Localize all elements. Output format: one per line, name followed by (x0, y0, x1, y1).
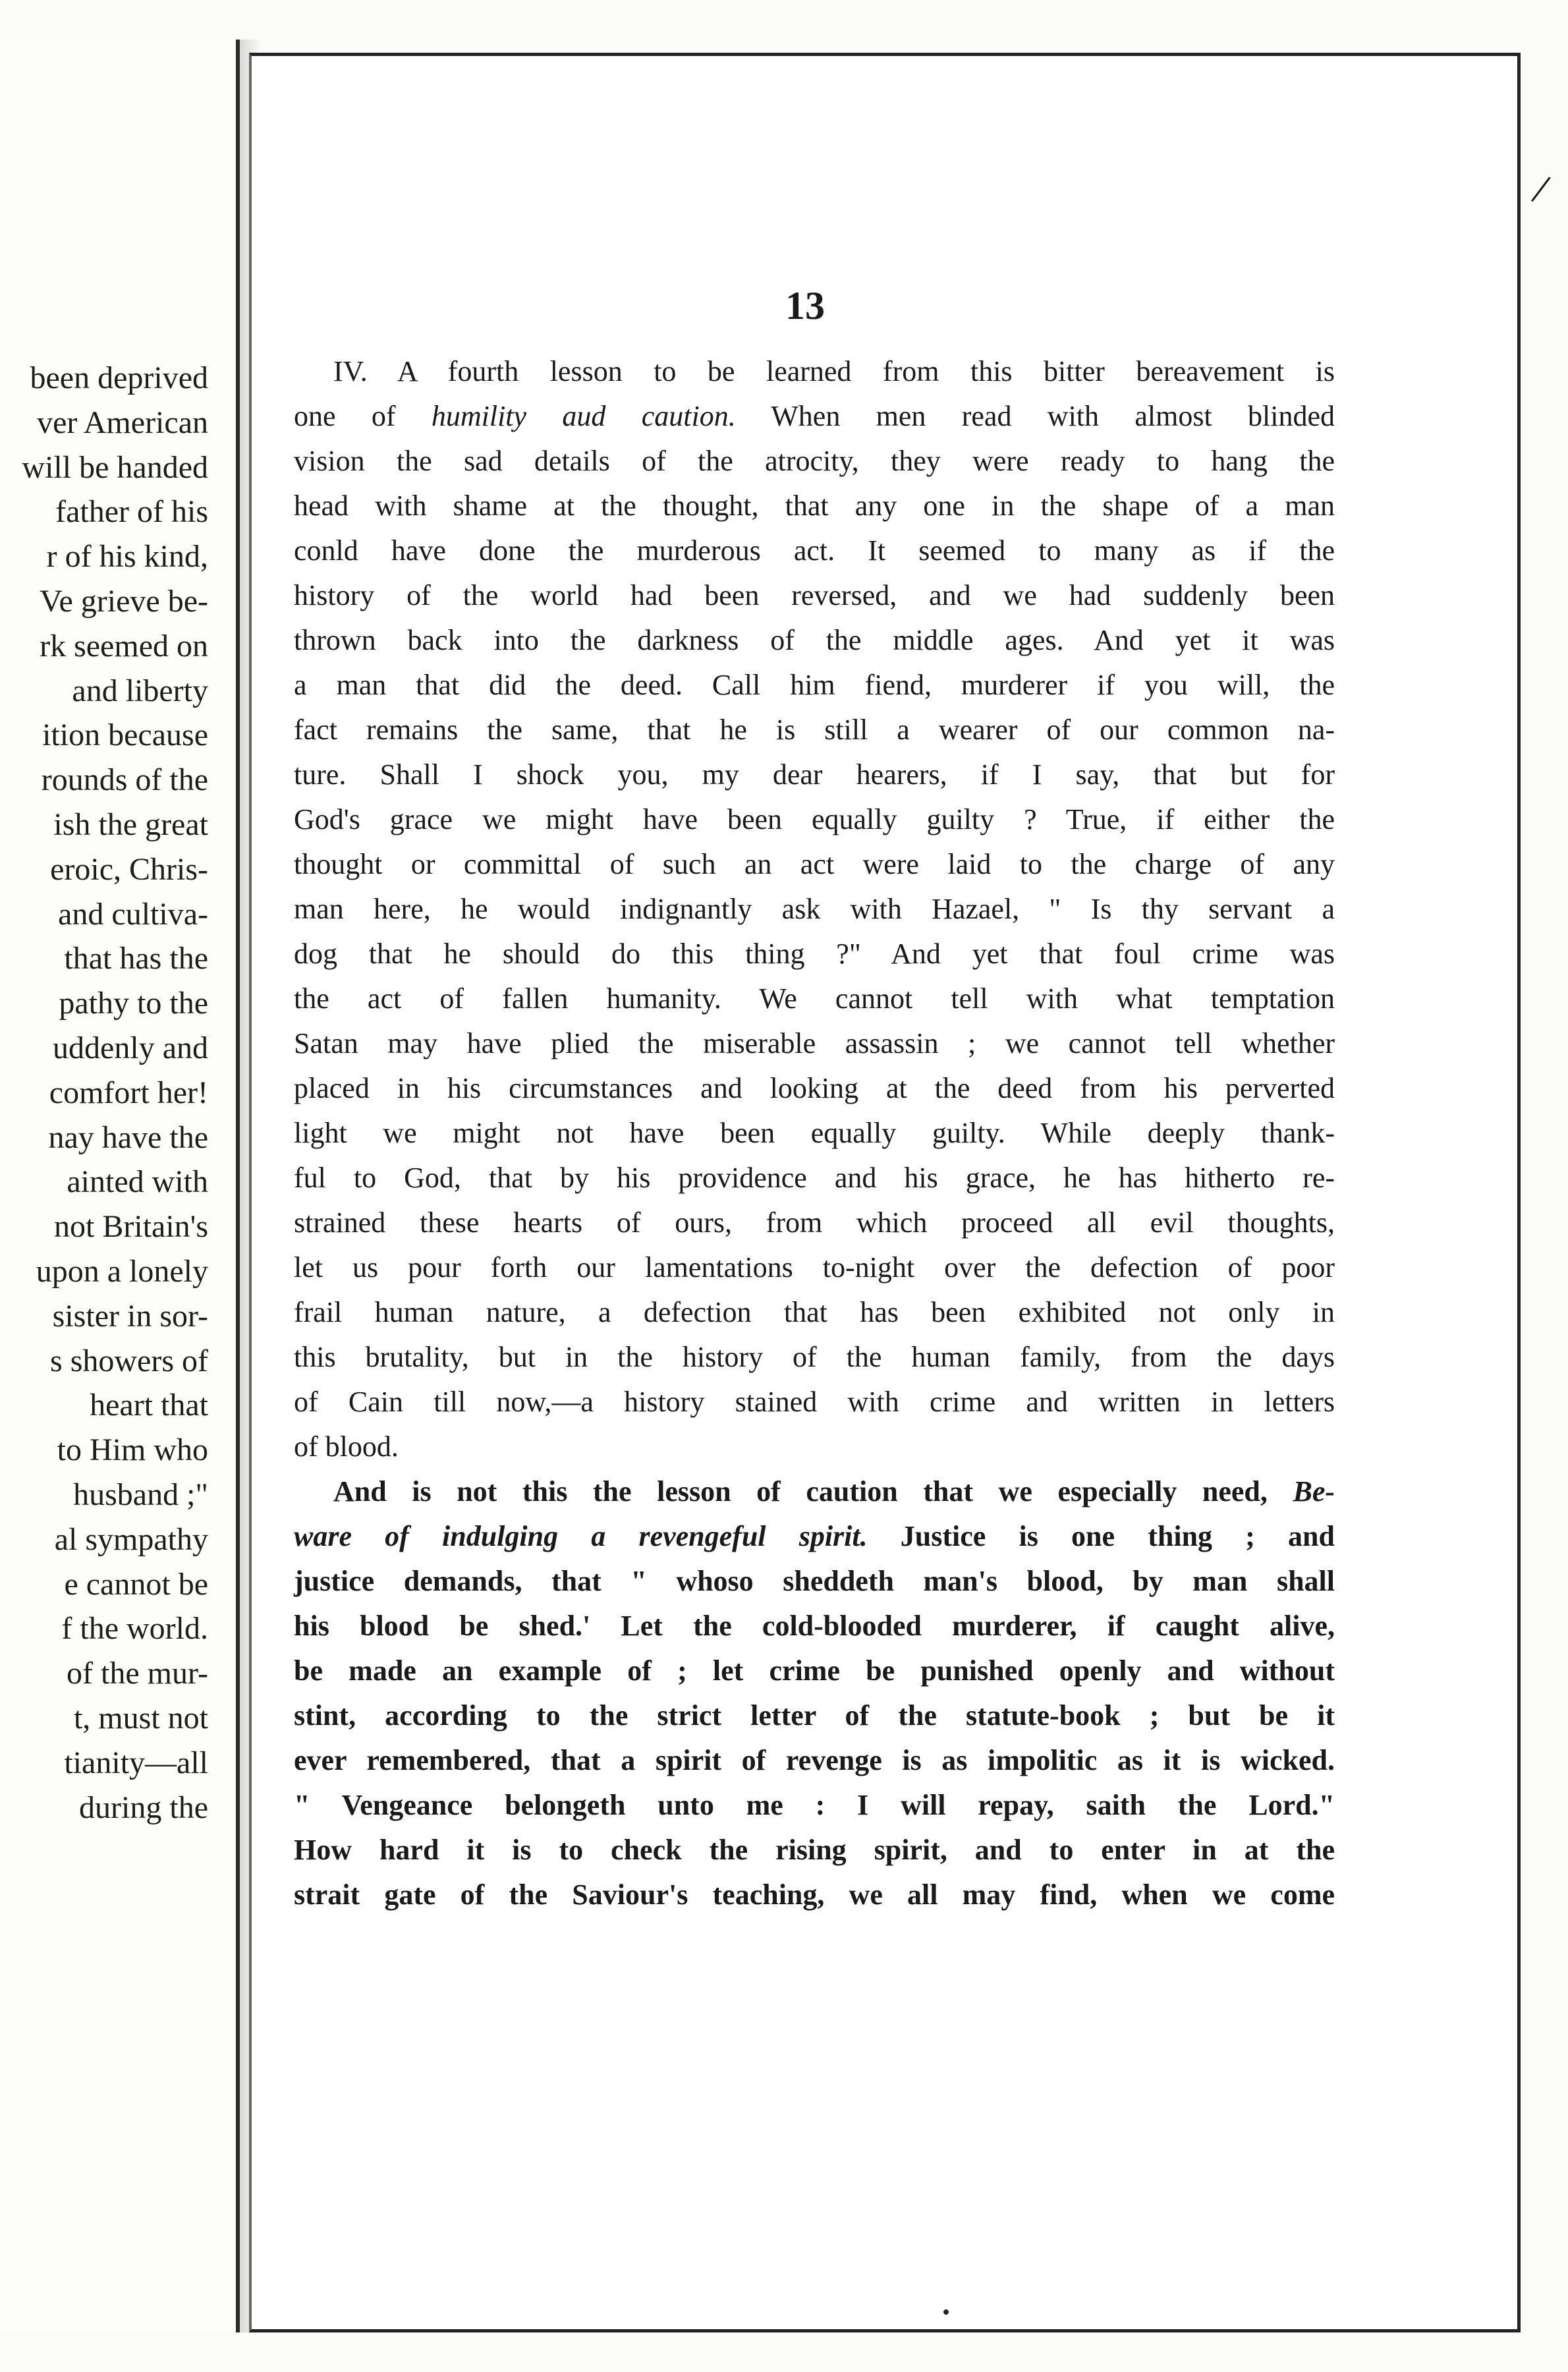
left-page-line: sister in sor- (52, 1298, 208, 1334)
text-run: dog that he should do this thing ?" And yet that foul crime was (294, 938, 1335, 970)
text-run: God's grace we might have been equally guilty ? True, if either the (294, 803, 1335, 835)
text-run: let us pour forth our lamentations to-night over the defection of poor (294, 1251, 1335, 1284)
left-page-line: comfort her! (49, 1075, 208, 1110)
left-page-line: s showers of (50, 1343, 208, 1378)
text-line (294, 528, 1335, 573)
left-page-line: ition because (42, 718, 208, 753)
left-page-line: of the mur- (67, 1656, 208, 1691)
left-page-line: f the world. (61, 1611, 208, 1647)
left-page-line: r of his kind, (46, 539, 208, 575)
paragraph-2 (294, 1469, 1335, 1917)
left-page-line: heart that (90, 1388, 208, 1423)
left-page-line: ish the great (53, 807, 208, 842)
left-page-line: to Him who (57, 1432, 208, 1468)
left-page-line: that has the (64, 941, 208, 976)
text-run: IV. A fourth lesson to be learned from this bitter bereavement is (333, 355, 1335, 387)
text-line (294, 932, 1335, 976)
text-line (294, 1738, 1335, 1783)
text-run: stint, according to the strict letter of the statute-book ; but be it (294, 1699, 1335, 1732)
text-line (294, 1066, 1335, 1111)
left-page-line: upon a lonely (36, 1254, 208, 1289)
left-page-line: ver American (37, 405, 208, 440)
text-line (294, 1469, 1335, 1514)
text-run: light we might not have been equally guilty. While deeply thank- (294, 1117, 1335, 1149)
left-page-line: ainted with (67, 1164, 208, 1200)
text-line (294, 1245, 1335, 1290)
text-run: be made an example of ; let crime be punished openly and without (294, 1654, 1335, 1687)
text-line (294, 1021, 1335, 1066)
body-text (294, 349, 1335, 1917)
text-run: this brutality, but in the history of the human family, from the days (294, 1341, 1335, 1373)
text-run: vision the sad details of the atrocity, they were ready to hang the (294, 445, 1335, 477)
emphasis-text: Be- (1293, 1475, 1335, 1508)
left-page-line: been deprived (30, 360, 208, 395)
text-run: conld have done the murderous act. It seemed to many as if the (294, 534, 1335, 567)
left-page-line: during the (79, 1790, 208, 1825)
text-line (294, 976, 1335, 1021)
text-line (294, 797, 1335, 842)
text-run: ever remembered, that a spirit of revenge is as impolitic as it is wicked. (294, 1744, 1335, 1776)
left-page-line: e cannot be (64, 1566, 208, 1602)
text-line (294, 1200, 1335, 1245)
text-run: strained these hearts of ours, from which proceed all evil thoughts, (294, 1206, 1335, 1239)
text-run: And is not this the lesson of caution that we especially need, (333, 1475, 1293, 1508)
text-run: Satan may have plied the miserable assassin ; we cannot tell whether (294, 1027, 1335, 1059)
text-run: one of (294, 400, 432, 432)
text-run: history of the world had been reversed, and we had suddenly been (294, 579, 1335, 611)
text-run: " Vengeance belongeth unto me : I will repay, saith the Lord." (294, 1789, 1335, 1821)
text-line (294, 394, 1335, 439)
text-line (294, 1604, 1335, 1649)
left-page-line: nay have the (48, 1119, 208, 1155)
text-run: How hard it is to check the rising spirit, and to enter in at the (294, 1834, 1335, 1866)
left-page-line: pathy to the (59, 986, 208, 1021)
text-run: thrown back into the darkness of the middle ages. And yet it was (294, 624, 1335, 656)
left-page-line: and cultiva- (58, 896, 208, 932)
text-line (294, 1380, 1335, 1425)
text-line (294, 1783, 1335, 1828)
text-line (294, 1425, 1335, 1469)
text-run: frail human nature, a defection that has been exhibited not only in (294, 1296, 1335, 1328)
paragraph-1 (294, 349, 1335, 1469)
left-page-line: rounds of the (41, 762, 208, 798)
left-page-line: husband ;" (73, 1477, 208, 1512)
text-run: justice demands, that " whoso sheddeth man's blood, by man shall (294, 1565, 1335, 1597)
left-page-line: not Britain's (54, 1209, 208, 1245)
left-page-line: uddenly and (53, 1031, 208, 1065)
text-run: man here, he would indignantly ask with Hazael, " Is thy servant a (294, 893, 1335, 925)
text-run: fact remains the same, that he is still a wearer of our common na- (294, 714, 1335, 746)
text-run: thought or committal of such an act were laid to the charge of any (294, 848, 1335, 880)
emphasis-text: humility aud caution. (431, 400, 736, 432)
text-line (294, 573, 1335, 618)
text-run: of Cain till now,—a history stained with crime and written in letters (294, 1386, 1335, 1418)
text-line (294, 1873, 1335, 1917)
text-run: head with shame at the thought, that any one in the shape of a man (294, 490, 1335, 522)
left-page-line: tianity—all (64, 1745, 208, 1780)
text-run: Justice is one thing ; and (867, 1520, 1335, 1552)
left-page-line: father of his (55, 494, 208, 530)
text-line (294, 887, 1335, 932)
left-facing-page (0, 40, 240, 2332)
text-line (294, 1290, 1335, 1335)
text-run: When men read with almost blinded (735, 400, 1335, 432)
edge-mark: / (1528, 165, 1554, 213)
text-line (294, 663, 1335, 708)
text-line (294, 708, 1335, 752)
text-line (294, 439, 1335, 484)
text-line (294, 1559, 1335, 1604)
left-page-line: Ve grieve be- (40, 584, 208, 619)
left-page-line: will be handed (22, 449, 208, 485)
text-run: ful to God, that by his providence and his grace, he has hitherto re- (294, 1162, 1335, 1194)
text-line (294, 1828, 1335, 1873)
text-run: the act of fallen humanity. We cannot tell with what temptation (294, 982, 1335, 1015)
text-line (294, 842, 1335, 887)
text-line (294, 1514, 1335, 1559)
text-run: a man that did the deed. Call him fiend, murderer if you will, the (294, 669, 1335, 701)
left-page-line: eroic, Chris- (50, 851, 208, 887)
left-page-line: rk seemed on (40, 628, 208, 664)
text-line (294, 1335, 1335, 1380)
text-run: of blood. (294, 1430, 399, 1463)
text-line (294, 349, 1335, 394)
left-page-line: al sympathy (54, 1521, 208, 1557)
left-page-line: t, must not (73, 1701, 208, 1736)
text-line (294, 1693, 1335, 1738)
text-run: ture. Shall I shock you, my dear hearers, if I say, that but for (294, 758, 1335, 791)
text-run: his blood be shed.' Let the cold-blooded murderer, if caught alive, (294, 1610, 1335, 1642)
left-page-line: and liberty (72, 673, 208, 708)
ink-speck (943, 2309, 949, 2315)
emphasis-text: ware of indulging a revengeful spirit. (294, 1520, 868, 1552)
text-line (294, 484, 1335, 528)
text-line (294, 752, 1335, 797)
text-run: placed in his circumstances and looking at the deed from his perverted (294, 1072, 1335, 1104)
text-line (294, 1156, 1335, 1200)
text-line (294, 1111, 1335, 1156)
text-run: strait gate of the Saviour's teaching, we all may find, when we come (294, 1878, 1335, 1911)
text-line (294, 1649, 1335, 1693)
text-line (294, 618, 1335, 663)
page-number: 13 (785, 284, 825, 327)
